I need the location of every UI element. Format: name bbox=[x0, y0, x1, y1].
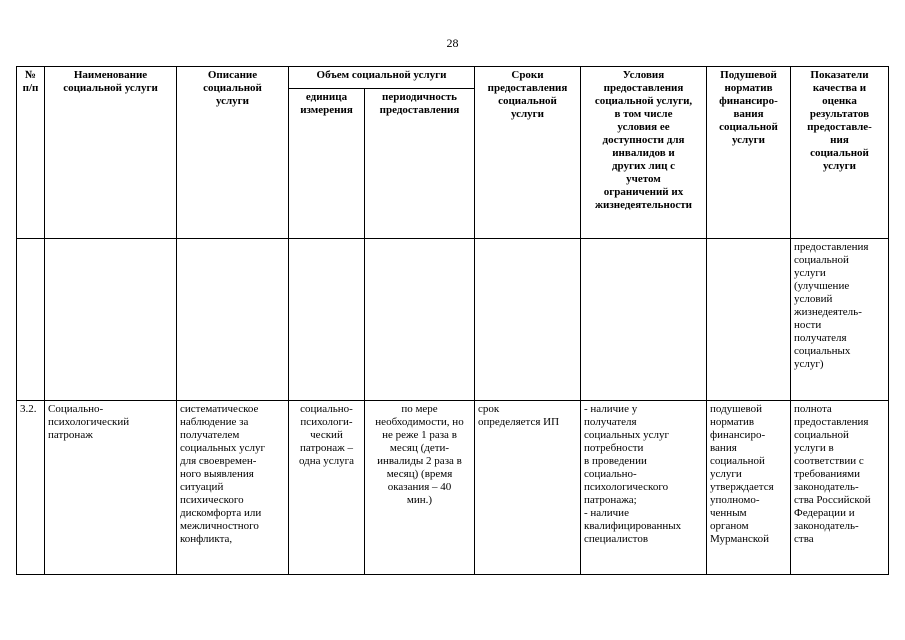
cell-num: 3.2. bbox=[17, 401, 45, 575]
cell-name: Социально- психологический патронаж bbox=[45, 401, 177, 575]
cell-normative: подушевой норматив финансиро- вания социальной услуги утверждается уполномо- ченным органом Мурманской bbox=[707, 401, 791, 575]
social-services-table bbox=[16, 66, 889, 575]
header-unit: единица измерения bbox=[289, 89, 365, 239]
header-conditions: Условия предоставления социальной услуги, в том числе условия ее доступности для инвалидов и других лиц с учетом ограничений их жизнедеятельности bbox=[581, 67, 707, 239]
header-description: Описание социальной услуги bbox=[177, 67, 289, 239]
cell-unit: социально- психологи- ческий патронаж – одна услуга bbox=[289, 401, 365, 575]
cell-empty bbox=[45, 239, 177, 401]
cell-empty bbox=[177, 239, 289, 401]
page-number: 28 bbox=[446, 36, 459, 50]
header-volume: Объем социальной услуги bbox=[289, 67, 475, 89]
cell-empty bbox=[365, 239, 475, 401]
header-indicators: Показатели качества и оценка результатов предоставле- ния социальной услуги bbox=[791, 67, 889, 239]
cell-conditions: - наличие у получателя социальных услуг потребности в проведении социально- психологического патронажа; - наличие квалифицированных специалистов bbox=[581, 401, 707, 575]
cell-indicators: полнота предоставления социальной услуги в соответствии с требованиями законодатель- ства Российской Федерации и законодатель- ства bbox=[791, 401, 889, 575]
cell-empty bbox=[17, 239, 45, 401]
header-normative: Подушевой норматив финансиро- вания социальной услуги bbox=[707, 67, 791, 239]
cell-empty bbox=[707, 239, 791, 401]
continuation-row bbox=[17, 239, 889, 401]
table-row bbox=[17, 401, 889, 575]
cell-terms: срок определяется ИП bbox=[475, 401, 581, 575]
cell-empty bbox=[475, 239, 581, 401]
header-num: № п/п bbox=[17, 67, 45, 239]
cell-empty bbox=[289, 239, 365, 401]
header-name: Наименование социальной услуги bbox=[45, 67, 177, 239]
cell-periodicity: по мере необходимости, но не реже 1 раза в месяц (дети- инвалиды 2 раза в месяц) (время оказания – 40 мин.) bbox=[365, 401, 475, 575]
cell-indicators-continued: предоставления социальной услуги (улучшение условий жизнедеятель- ности получателя социальных услуг) bbox=[791, 239, 889, 401]
header-terms: Сроки предоставления социальной услуги bbox=[475, 67, 581, 239]
cell-description: систематическое наблюдение за получателем социальных услуг для своевремен- ного выявления ситуаций психического дискомфорта или межличностного конфликта, bbox=[177, 401, 289, 575]
header-periodicity: периодичность предоставления bbox=[365, 89, 475, 239]
cell-empty bbox=[581, 239, 707, 401]
